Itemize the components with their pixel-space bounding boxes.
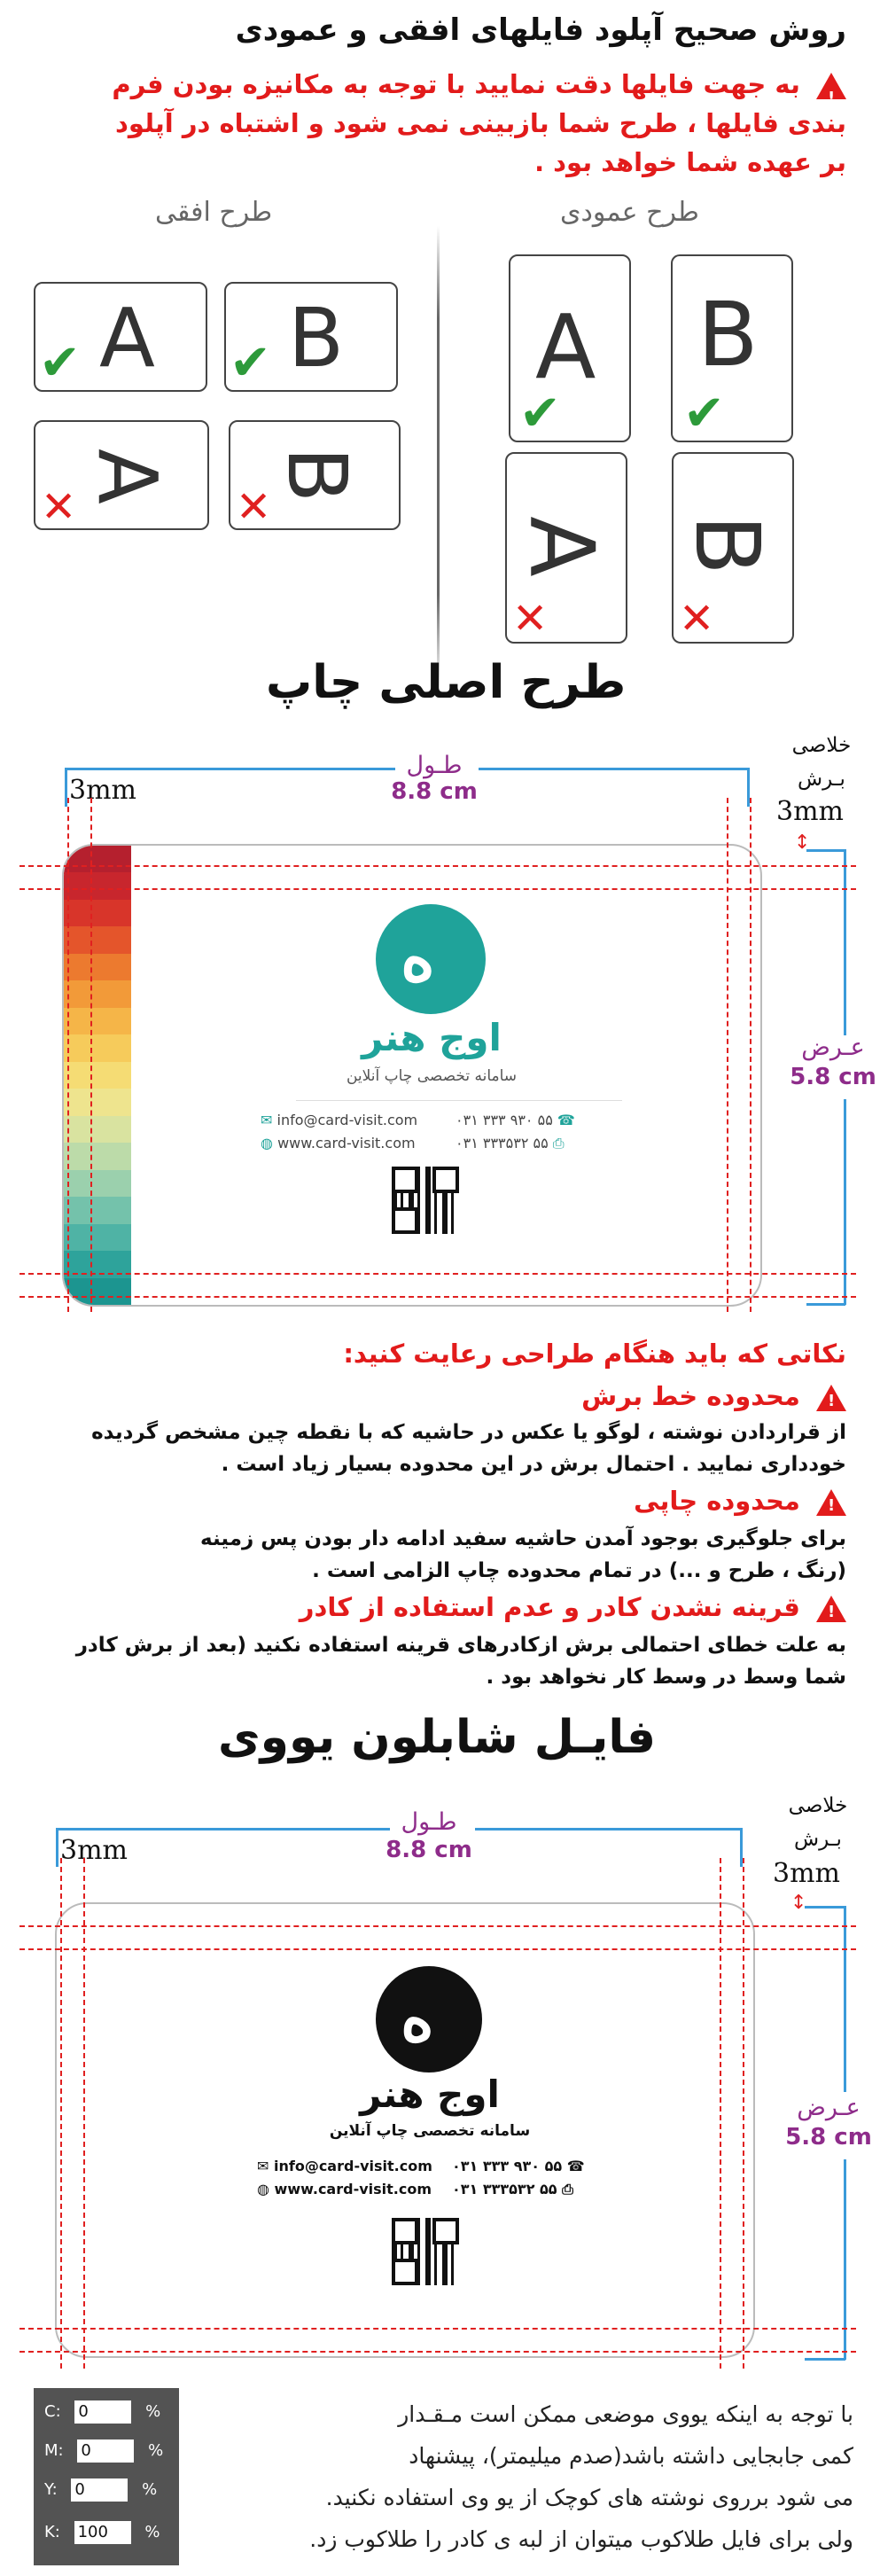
horizontal-card-b-wrong xyxy=(229,420,401,530)
bleed-label-2: بـرش xyxy=(798,768,845,791)
safe-guide-line xyxy=(90,798,92,1312)
tip-1-line-2: خودداری نمایید . احتمال برش در این محدوده بسیار زیاد است . xyxy=(221,1453,846,1476)
brand-logo-icon: ه xyxy=(376,1966,482,2073)
width-label: عـرض xyxy=(801,1034,865,1061)
phone-row: ۰۳۱ ۳۳۳ ۹۳۰ ۵۵ ☎ xyxy=(456,1112,575,1128)
color-stripe xyxy=(64,846,131,1305)
color-stripe-band xyxy=(64,1170,131,1198)
color-stripe-band xyxy=(64,1143,131,1171)
phone-row: ۰۳۱ ۳۳۳ ۹۳۰ ۵۵ ☎ xyxy=(452,2158,585,2174)
length-dimension-line xyxy=(57,1828,390,1831)
cross-icon: ✕ xyxy=(512,594,549,644)
horizontal-card-a-wrong xyxy=(34,420,209,530)
vertical-card-b-correct xyxy=(671,254,793,442)
vertical-card-b-wrong xyxy=(672,452,794,644)
brand-tagline: سامانه تخصصی چاپ آنلاین xyxy=(329,2122,531,2140)
tip-3-title: ! قرینه نشدن کادر و عدم استفاده از کادر xyxy=(300,1592,846,1622)
color-stripe-band xyxy=(64,1278,131,1307)
qr-code-icon xyxy=(392,2218,459,2285)
email-row: ✉ info@card-visit.com xyxy=(257,2158,432,2174)
phone-icon: ☎ xyxy=(557,1112,575,1128)
print-section-title: طرح اصلی چاپ xyxy=(266,656,627,709)
bottom-note-line-2: کمی جابجایی داشته باشد(صدم میلیمتر)، پیشنهاد xyxy=(409,2443,853,2469)
check-icon: ✔ xyxy=(519,385,561,442)
vertical-layout-label: طرح عمودی xyxy=(560,197,699,228)
width-dimension-line xyxy=(844,849,846,1035)
length-dimension-line xyxy=(479,768,748,770)
bleed-label-2: بـرش xyxy=(794,1828,842,1851)
color-stripe-band xyxy=(64,872,131,901)
cmyk-m-input[interactable]: 0 xyxy=(77,2439,134,2463)
cut-guide-line xyxy=(19,865,856,867)
bleed-label-1: خلاصی xyxy=(791,734,852,757)
safe-guide-line xyxy=(720,1858,721,2369)
letter-a: A xyxy=(535,295,596,399)
dimension-tick xyxy=(805,1906,845,1909)
corner-3mm-label: 3mm xyxy=(60,1835,128,1866)
color-stripe-band xyxy=(64,1089,131,1117)
qr-code-icon xyxy=(392,1167,459,1234)
warning-icon: ! xyxy=(816,73,846,99)
brand-name: اوج هنر xyxy=(360,2073,500,2116)
width-value: 5.8 cm xyxy=(785,2124,872,2151)
vertical-card-a-wrong xyxy=(505,452,627,644)
length-label: طـول xyxy=(406,752,463,779)
width-dimension-line xyxy=(844,2159,846,2360)
cut-guide-line xyxy=(19,2328,856,2330)
uv-section-title: فایـل شابلون یووی xyxy=(218,1711,656,1764)
cmyk-y-input[interactable]: 0 xyxy=(71,2478,128,2502)
bleed-arrow-icon: ↕ xyxy=(794,831,811,854)
website-row: ◍ www.card-visit.com xyxy=(257,2181,432,2197)
letter-b: B xyxy=(288,291,345,386)
length-value: 8.8 cm xyxy=(385,1837,472,1863)
cmyk-row-c: C: 0 % xyxy=(44,2400,160,2424)
fax-icon: ⎙ xyxy=(552,1135,565,1151)
safe-guide-line xyxy=(19,888,856,890)
color-stripe-band xyxy=(64,980,131,1009)
horizontal-card-a-correct xyxy=(34,282,207,392)
dimension-tick xyxy=(806,1303,845,1306)
bleed-label-1: خلاصی xyxy=(788,1794,848,1817)
cross-icon: ✕ xyxy=(679,594,715,644)
safe-guide-line xyxy=(727,798,728,1312)
bottom-note-line-1: با توجه به اینکه یووی موضعی ممکن است مـقـدار xyxy=(398,2401,853,2427)
width-dimension-line xyxy=(844,1906,846,2092)
globe-icon: ◍ xyxy=(257,2181,269,2197)
color-stripe-band xyxy=(64,846,131,874)
check-icon: ✔ xyxy=(39,334,81,392)
width-label: عـرض xyxy=(797,2094,861,2121)
mail-icon: ✉ xyxy=(257,2158,269,2174)
color-stripe-band xyxy=(64,1034,131,1063)
cmyk-row-m: M: 0 % xyxy=(44,2439,163,2463)
cut-guide-line xyxy=(19,1273,856,1275)
check-icon: ✔ xyxy=(230,334,271,392)
tip-2-line-2: (رنگ ، طرح و ...) در تمام محدوده چاپ الزامی است . xyxy=(312,1559,846,1582)
warning-icon: ! xyxy=(816,1596,846,1622)
tip-1-line-1: از قراردادن نوشته ، لوگو یا عکس در حاشیه که با نقطه چین مشخص گردیده xyxy=(91,1421,846,1444)
uv-card xyxy=(55,1902,755,2358)
cmyk-row-k: K: 100 % xyxy=(44,2521,160,2544)
horizontal-card-b-correct xyxy=(224,282,398,392)
warning-icon: ! xyxy=(816,1385,846,1411)
fax-icon: ⎙ xyxy=(562,2181,573,2197)
cmyk-row-y: Y: 0 % xyxy=(44,2478,157,2502)
email-row: ✉ info@card-visit.com xyxy=(261,1112,418,1128)
bottom-note-line-4: ولی برای فایل طلاکوب میتوان از لبه ی کادر را طلاکوب زد. xyxy=(309,2526,853,2552)
tips-heading: نکاتی که باید هنگام طراحی رعایت کنید: xyxy=(343,1339,846,1369)
fax-row: ۰۳۱ ۳۳۳۵۳۲ ۵۵ ⎙ xyxy=(452,2181,573,2197)
safe-guide-line xyxy=(19,1296,856,1298)
letter-b: B xyxy=(697,283,759,386)
length-dimension-line xyxy=(66,768,395,770)
cmyk-c-input[interactable]: 0 xyxy=(74,2400,131,2424)
color-stripe-band xyxy=(64,1008,131,1036)
color-stripe-band xyxy=(64,954,131,982)
phone-icon: ☎ xyxy=(566,2158,585,2174)
globe-icon: ◍ xyxy=(261,1135,273,1151)
cross-icon: ✕ xyxy=(236,482,272,532)
layout-divider xyxy=(437,226,440,687)
tip-3-line-1: به علت خطای احتمالی برش ازکادرهای قرینه استفاده نکنید (بعد از برش کادر xyxy=(75,1634,846,1657)
warning-line-1: ! به جهت فایلها دقت نمایید با توجه به مکانیزه بودن فرم xyxy=(31,66,846,103)
corner-3mm-label: 3mm xyxy=(69,775,136,806)
dimension-tick xyxy=(805,2358,845,2361)
length-value: 8.8 cm xyxy=(391,778,478,805)
website-row: ◍ www.card-visit.com xyxy=(261,1135,416,1151)
color-stripe-band xyxy=(64,1197,131,1225)
dimension-tick xyxy=(806,849,845,852)
safe-guide-line xyxy=(19,2351,856,2353)
cut-guide-line xyxy=(743,1858,744,2369)
cut-guide-line xyxy=(60,1858,62,2369)
warning-line-2: بندی فایلها ، طرح شما بازبینی نمی شود و اشتباه در آپلود xyxy=(115,108,846,138)
bleed-arrow-icon: ↕ xyxy=(790,1892,807,1914)
letter-a-rotated: A xyxy=(79,449,175,504)
bottom-note xyxy=(198,2393,853,2560)
letter-a-rotated: A xyxy=(510,516,614,577)
brand-tagline: سامانه تخصصی چاپ آنلاین xyxy=(346,1067,518,1085)
mail-icon: ✉ xyxy=(261,1112,273,1128)
tip-3-line-2: شما وسط در وسط کار نخواهد بود . xyxy=(486,1666,846,1689)
bleed-value: 3mm xyxy=(776,796,844,827)
tip-2-title: ! محدوده چاپی xyxy=(634,1486,846,1516)
cut-guide-line xyxy=(67,798,69,1312)
color-stripe-band xyxy=(64,1224,131,1253)
cut-guide-line xyxy=(750,798,752,1312)
dimension-tick xyxy=(56,1828,58,1867)
cross-icon: ✕ xyxy=(41,482,77,532)
brand-name: اوج هنر xyxy=(362,1016,502,1059)
safe-guide-line xyxy=(19,1948,856,1950)
page-title: روش صحیح آپلود فایلهای افقی و عمودی xyxy=(235,12,846,48)
vertical-card-a-correct xyxy=(509,254,631,442)
horizontal-layout-label: طرح افقی xyxy=(155,197,273,228)
letter-b-rotated: B xyxy=(269,446,365,503)
card-divider xyxy=(296,1100,622,1101)
length-dimension-line xyxy=(475,1828,741,1831)
cmyk-panel xyxy=(34,2388,179,2565)
color-stripe-band xyxy=(64,1116,131,1144)
safe-guide-line xyxy=(83,1858,85,2369)
warning-line-3: بر عهده شما خواهد بود . xyxy=(534,147,846,177)
cut-guide-line xyxy=(19,1925,856,1927)
length-label: طـول xyxy=(401,1808,457,1836)
color-stripe-band xyxy=(64,926,131,955)
fax-row: ۰۳۱ ۳۳۳۵۳۲ ۵۵ ⎙ xyxy=(456,1135,565,1151)
cmyk-k-input[interactable]: 100 xyxy=(74,2521,131,2544)
color-stripe-band xyxy=(64,900,131,928)
letter-a: A xyxy=(99,291,155,386)
tip-2-line-1: برای جلوگیری بوجود آمدن حاشیه سفید ادامه دار بودن پس زمینه xyxy=(200,1527,846,1550)
color-stripe-band xyxy=(64,1062,131,1090)
width-value: 5.8 cm xyxy=(790,1064,876,1090)
print-card xyxy=(62,844,762,1307)
check-icon: ✔ xyxy=(683,385,725,442)
bleed-value: 3mm xyxy=(773,1858,840,1889)
letter-b-rotated: B xyxy=(674,514,779,575)
warning-icon: ! xyxy=(816,1489,846,1516)
brand-logo-icon: ه xyxy=(376,904,486,1014)
tip-1-title: ! محدوده خط برش xyxy=(581,1381,846,1411)
bottom-note-line-3: می شود برروی نوشته های کوچک از یو وی استفاده نکنید. xyxy=(325,2485,853,2510)
